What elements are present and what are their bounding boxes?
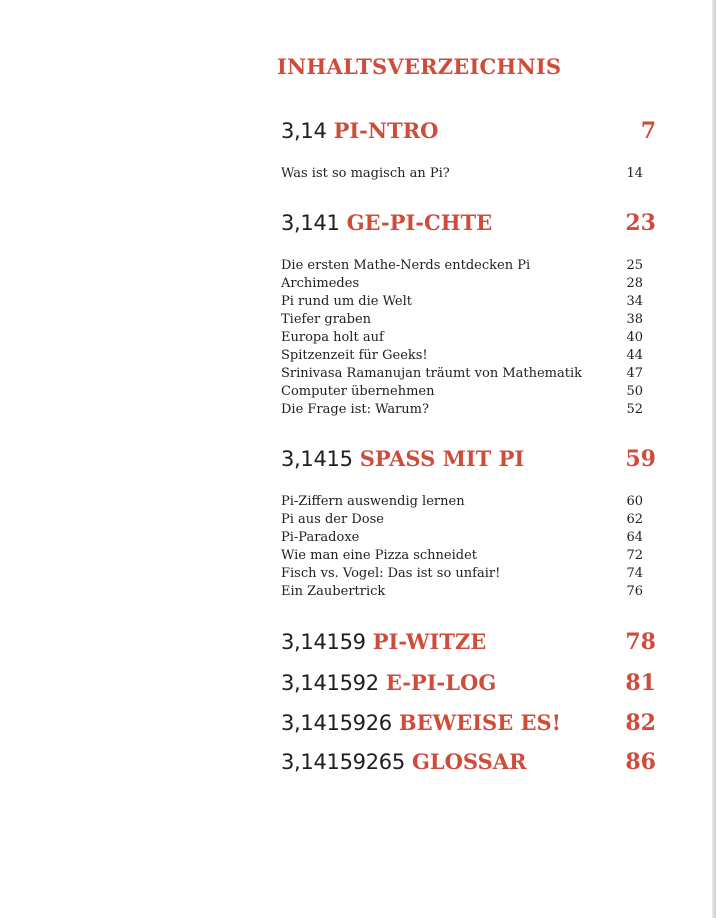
chapter-number: 3,14159265 xyxy=(281,750,405,774)
section-title: Wie man eine Pizza schneidet xyxy=(281,547,478,563)
section-title: Was ist so magisch an Pi? xyxy=(281,165,450,181)
section-page: 52 xyxy=(626,401,643,417)
section-title: Fisch vs. Vogel: Das ist so unfair! xyxy=(281,565,501,581)
toc-heading: INHALTSVERZEICHNIS xyxy=(277,54,562,79)
chapter-entry[interactable] xyxy=(281,710,656,740)
section-list xyxy=(281,164,643,182)
chapter-page: 86 xyxy=(625,749,656,775)
chapter-title: GLOSSAR xyxy=(411,749,527,774)
section-page: 44 xyxy=(626,347,643,363)
chapter-number: 3,14159 xyxy=(281,630,366,654)
section-entry[interactable] xyxy=(281,528,643,546)
section-title: Pi aus der Dose xyxy=(281,511,384,527)
chapter-page: 7 xyxy=(640,118,656,144)
chapter-entry[interactable] xyxy=(281,210,656,240)
section-entry[interactable] xyxy=(281,310,643,328)
section-page: 25 xyxy=(626,257,643,273)
chapter-page: 82 xyxy=(625,710,656,736)
section-title: Die ersten Mathe-Nerds entdecken Pi xyxy=(281,257,531,273)
section-entry[interactable] xyxy=(281,564,643,582)
section-entry[interactable] xyxy=(281,164,643,182)
section-page: 74 xyxy=(626,565,643,581)
chapter-entry[interactable] xyxy=(281,629,656,659)
chapter-page: 81 xyxy=(625,670,656,696)
section-title: Pi rund um die Welt xyxy=(281,293,412,309)
chapter-title: GE-PI-CHTE xyxy=(346,210,493,235)
chapter-page: 78 xyxy=(625,629,656,655)
chapter-title: SPASS MIT PI xyxy=(359,446,525,471)
chapter-title: PI-NTRO xyxy=(333,118,439,143)
chapter-number: 3,141592 xyxy=(281,671,379,695)
section-entry[interactable] xyxy=(281,274,643,292)
section-page: 76 xyxy=(626,583,643,599)
section-page: 28 xyxy=(626,275,643,291)
section-title: Archimedes xyxy=(281,275,360,291)
chapter-entry[interactable] xyxy=(281,446,656,476)
section-page: 72 xyxy=(626,547,643,563)
chapter-number: 3,14 xyxy=(281,119,327,143)
section-entry[interactable] xyxy=(281,582,643,600)
chapter-entry[interactable] xyxy=(281,749,656,779)
chapter-title: BEWEISE ES! xyxy=(398,710,561,735)
section-entry[interactable] xyxy=(281,400,643,418)
chapter-page: 23 xyxy=(625,210,656,236)
section-title: Tiefer graben xyxy=(281,311,372,327)
section-title: Ein Zaubertrick xyxy=(281,583,386,599)
chapter-title: PI-WITZE xyxy=(372,629,487,654)
section-title: Pi-Paradoxe xyxy=(281,529,360,545)
section-entry[interactable] xyxy=(281,510,643,528)
section-entry[interactable] xyxy=(281,546,643,564)
section-page: 40 xyxy=(626,329,643,345)
section-page: 14 xyxy=(626,165,643,181)
chapter-title: E-PI-LOG xyxy=(385,670,497,695)
section-page: 60 xyxy=(626,493,643,509)
section-title: Pi-Ziffern auswendig lernen xyxy=(281,493,465,509)
section-title: Die Frage ist: Warum? xyxy=(281,401,429,417)
section-entry[interactable] xyxy=(281,492,643,510)
section-page: 34 xyxy=(626,293,643,309)
section-title: Europa holt auf xyxy=(281,329,384,345)
section-page: 64 xyxy=(626,529,643,545)
section-list xyxy=(281,492,643,600)
section-entry[interactable] xyxy=(281,256,643,274)
section-entry[interactable] xyxy=(281,328,643,346)
section-title: Spitzenzeit für Geeks! xyxy=(281,347,428,363)
section-list xyxy=(281,256,643,418)
chapter-page: 59 xyxy=(625,446,656,472)
section-entry[interactable] xyxy=(281,364,643,382)
chapter-number: 3,141 xyxy=(281,211,340,235)
chapter-number: 3,1415926 xyxy=(281,711,392,735)
section-entry[interactable] xyxy=(281,382,643,400)
section-entry[interactable] xyxy=(281,292,643,310)
page-edge xyxy=(712,0,716,918)
section-page: 47 xyxy=(626,365,643,381)
section-page: 50 xyxy=(626,383,643,399)
section-title: Srinivasa Ramanujan träumt von Mathematik xyxy=(281,365,583,381)
chapter-number: 3,1415 xyxy=(281,447,353,471)
section-page: 38 xyxy=(626,311,643,327)
section-entry[interactable] xyxy=(281,346,643,364)
chapter-entry[interactable] xyxy=(281,670,656,700)
section-title: Computer übernehmen xyxy=(281,383,435,399)
section-page: 62 xyxy=(626,511,643,527)
chapter-entry[interactable] xyxy=(281,118,656,148)
